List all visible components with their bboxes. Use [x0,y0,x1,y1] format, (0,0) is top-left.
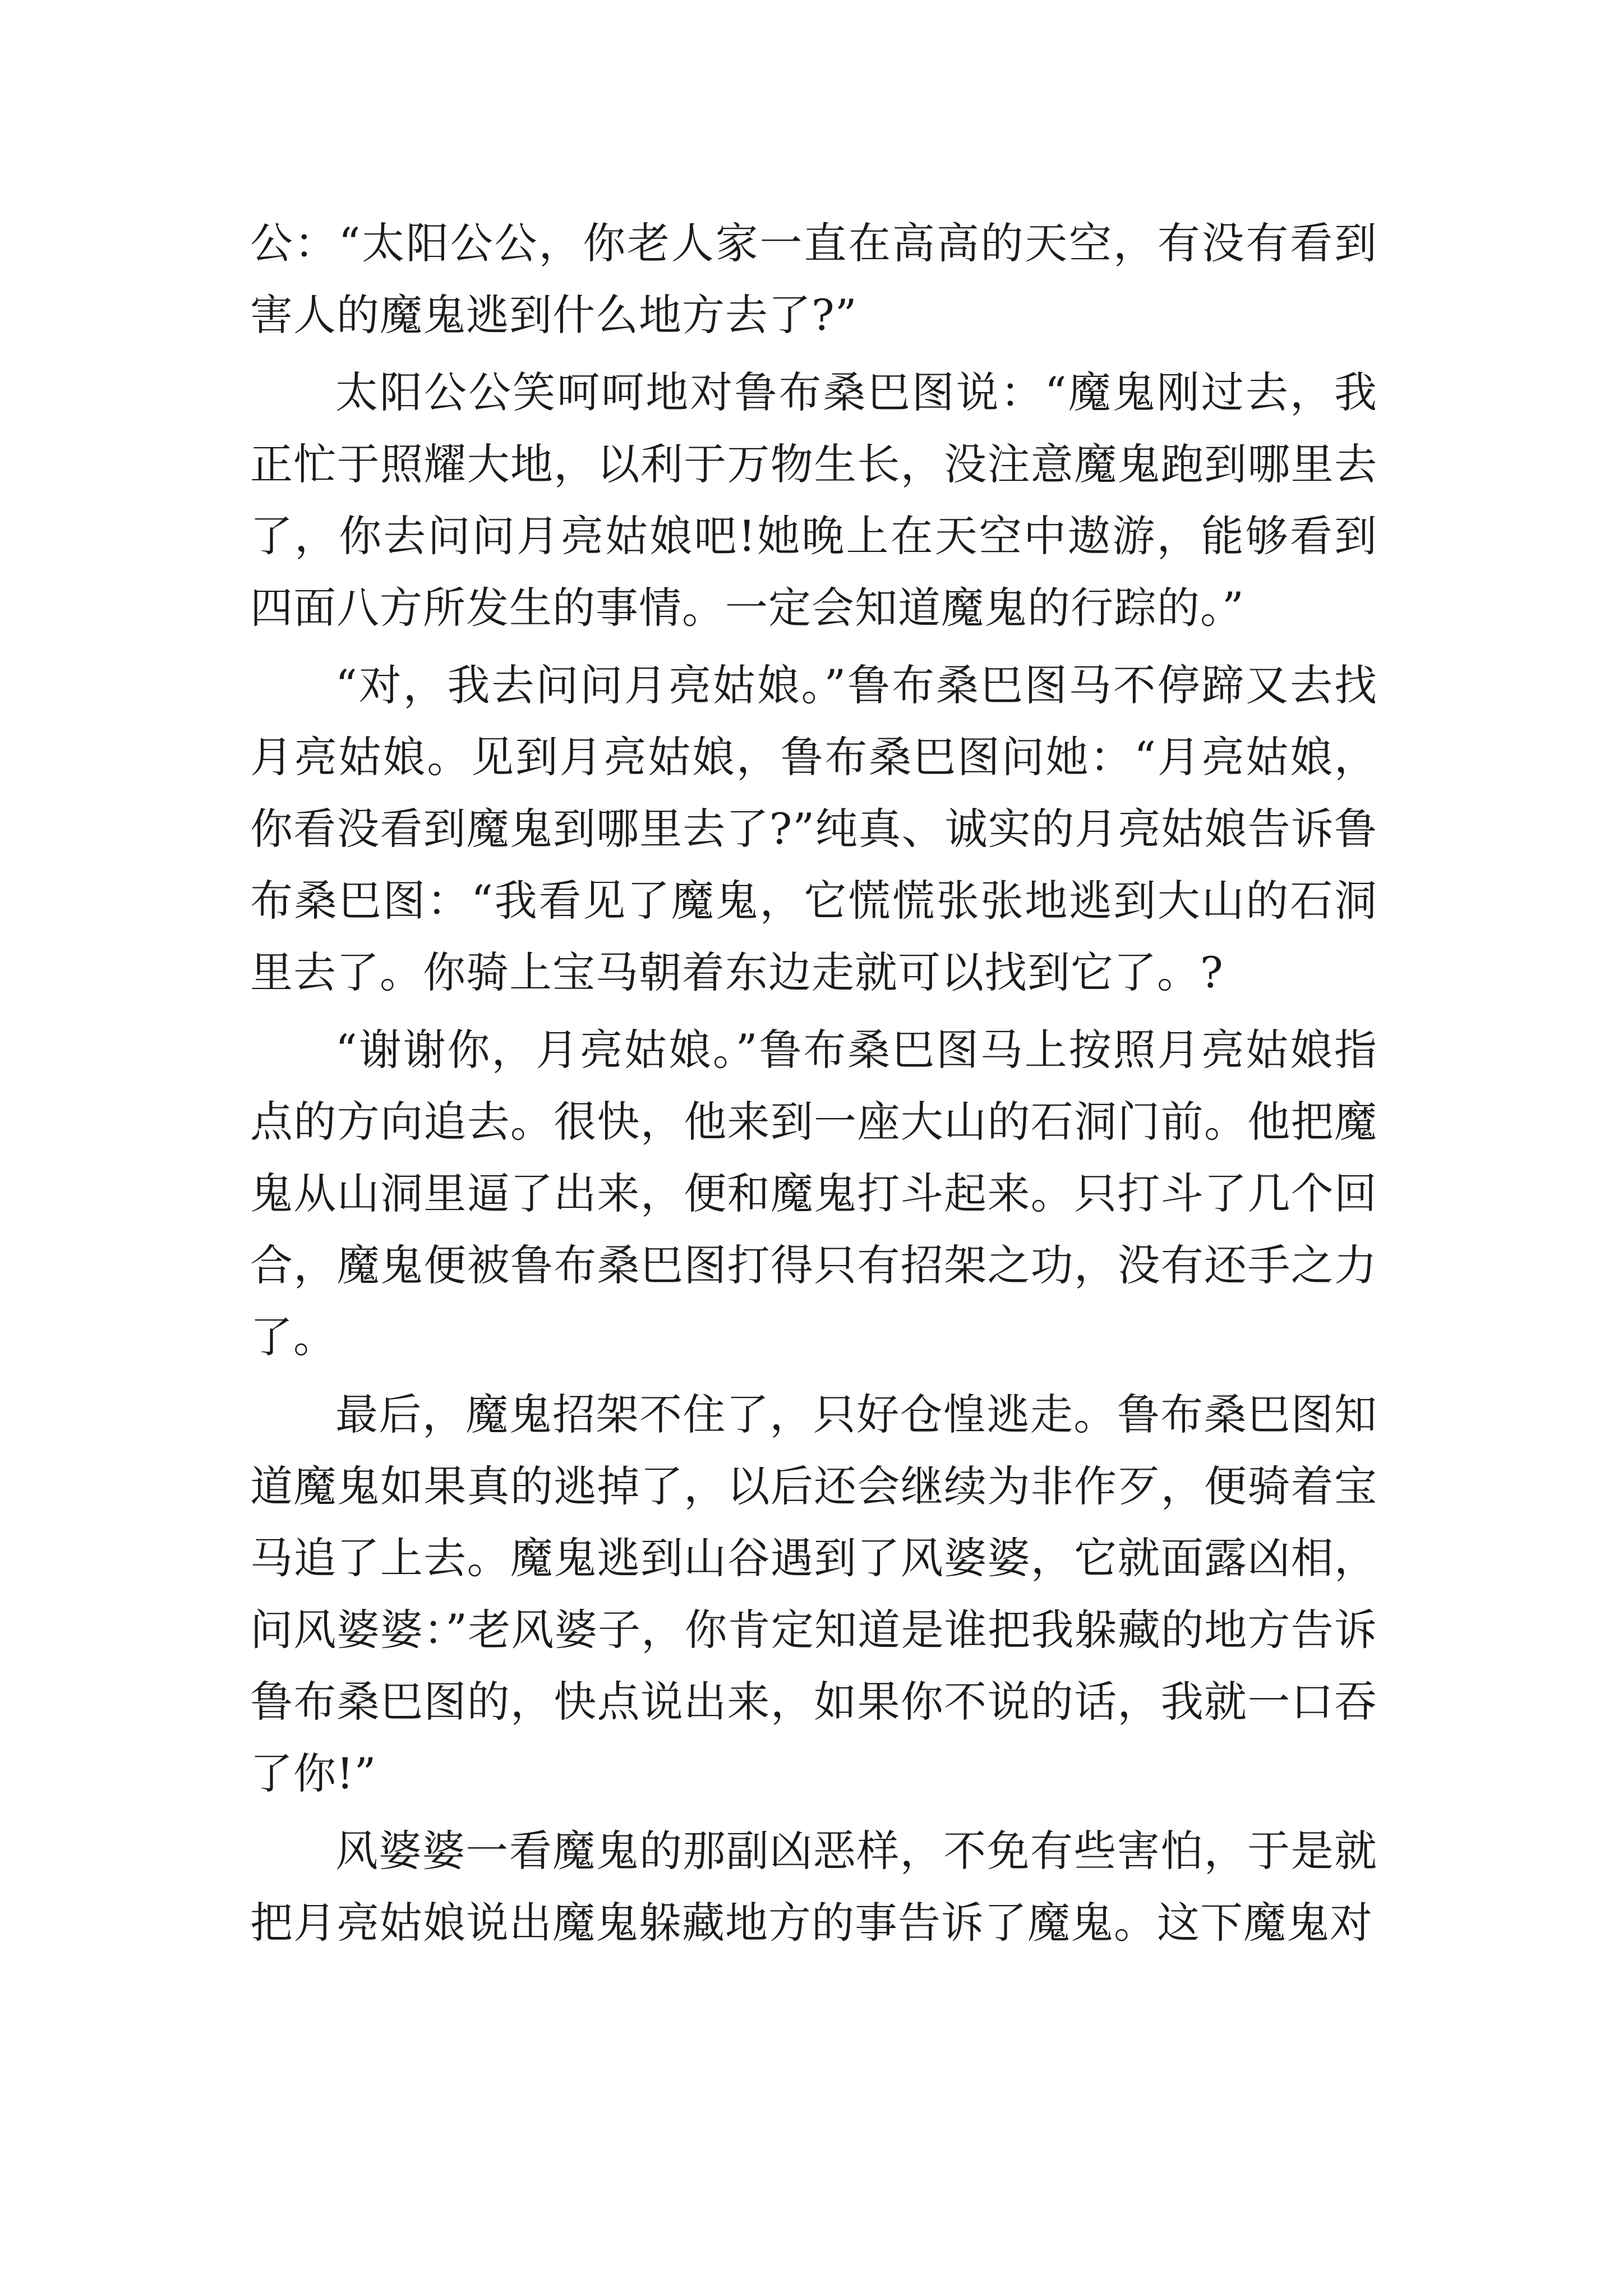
paragraph-4: “谢谢你，月亮姑娘。”鲁布桑巴图马上按照月亮姑娘指点的方向追去。很快，他来到一座大山的石洞门前。他把魔鬼从山洞里逼了出来，便和魔鬼打斗起来。只打斗了几个回合，魔鬼便被鲁布桑巴图打得只有招架之功，没有还手之力了。 [250,1025,1377,1362]
paragraph-1: 公：“太阳公公，你老人家一直在高高的天空，有没有看到害人的魔鬼逃到什么地方去了?” [250,218,1377,340]
paragraph-6: 风婆婆一看魔鬼的那副凶恶样，不免有些害怕，于是就把月亮姑娘说出魔鬼躲藏地方的事告诉了魔鬼。这下魔鬼对 [250,1826,1377,1948]
story-text [250,208,1377,1964]
paragraph-2: 太阳公公笑呵呵地对鲁布桑巴图说：“魔鬼刚过去，我正忙于照耀大地，以利于万物生长，没注意魔鬼跑到哪里去了，你去问问月亮姑娘吧!她晚上在天空中遨游，能够看到四面八方所发生的事情。一定会知道魔鬼的行踪的。” [250,367,1377,633]
paragraph-3: “对，我去问问月亮姑娘。”鲁布桑巴图马不停蹄又去找月亮姑娘。见到月亮姑娘，鲁布桑巴图问她：“月亮姑娘，你看没看到魔鬼到哪里去了?”纯真、诚实的月亮姑娘告诉鲁布桑巴图：“我看见了魔鬼，它慌慌张张地逃到大山的石洞里去了。你骑上宝马朝着东边走就可以找到它了。? [250,660,1377,997]
paragraph-5: 最后，魔鬼招架不住了，只好仓惶逃走。鲁布桑巴图知道魔鬼如果真的逃掉了，以后还会继续为非作歹，便骑着宝马追了上去。魔鬼逃到山谷遇到了风婆婆，它就面露凶相，问风婆婆：”老风婆子，你肯定知道是谁把我躲藏的地方告诉鲁布桑巴图的，快点说出来，如果你不说的话，我就一口吞了你!” [250,1389,1377,1798]
